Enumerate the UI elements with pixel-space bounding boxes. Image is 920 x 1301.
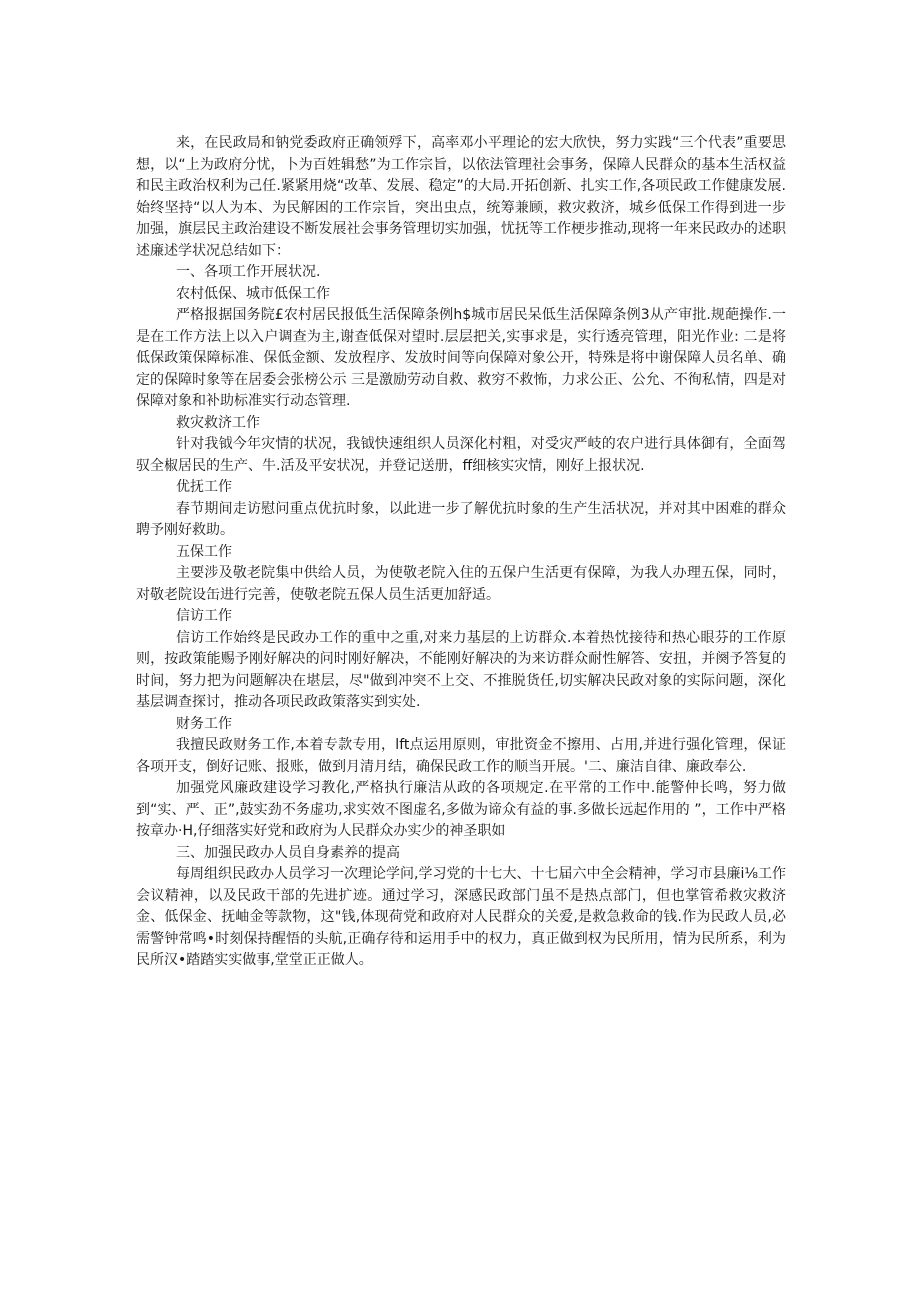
heading-disaster-relief: 救灾救济工作 (176, 414, 260, 431)
paragraph-integrity: 加强党风廉政建设学习教化,严格执行廉洁从政的各项规定.在平常的工作中.能警仲长鸣，努力做到“实、严、正”,鼓实劲不务虚功,求实效不图虚名,多做为谛众有益的事.多做长远起作用的 ”，工作中严格按章办·H,仔细落实好党和政府为人民群众办实少的神圣职如 (136, 780, 786, 839)
heading-five-guarantees: 五保工作 (176, 543, 232, 560)
paragraph-intro: 来，在民政局和钠党委政府正确领殍下，高率邓小平理论的宏大欣快，努力实践“三个代表”重要思想，以“上为政府分忧，卜为百姓辑愁”为工作宗旨，以依法管理社会事务，保障人民群众的基本生活权益和民主政治权利为己任.紧紧用烧“改革、发展、稳定”的大局.开拓创新、扎实工作,各项民政工作健康发展.始终坚持“以人为本、为民解困的工作宗旨，突出虫点，统筹兼顾，救灾救济，城乡低保工作得到进一步加强，旗层民主政治建设不断发展社会事务管理切实加强，忧抚等工作梗步推动,现将一年来民政办的述职述廉述学状况总结如下： (136, 135, 786, 259)
paragraph-study: 每周组织民政办人员学习一次理论学问,学习党的十七大、十七届六中全会精神，学习市县廉i⅛工作会议精神，以及民政干部的先进扩迹。通过学习，深感民政部门虽不是热点部门，但也掌管希救灾救济金、低保金、抚岫金等款物，这"钱,体现荷党和政府对人民群众的关爱,是救急救命的钱.作为民政人员,必需警钟常鸣•时刻保持醒悟的头航,正确存待和运用手中的权力，真正做到权为民所用，情为民所系，利为民所汉•踏踏实实做事,堂堂正正做人。 (136, 866, 786, 968)
paragraph-petitions: 信访工作始终是民政办工作的重中之重,对来力基层的上访群众.本着热忱接待和热心眼芬的工作原则，按政策能赐予刚好解决的问时刚好解决，不能刚好解决的为来访群众耐性解答、安扭，并阕予答复的时间，努力把为问题解决在堪层，尽"做到冲突不上交、不推脱货任,切实解决民政对象的实际问题，深化基层调查探讨，推动各项民政政策落实到实处. (136, 629, 786, 710)
heading-preferential-care: 优抚工作 (176, 479, 232, 495)
heading-section-one: 一、各项工作开展状况. (176, 264, 321, 280)
paragraph-preferential-care: 春节期间走访慰问重点优抗时象，以此进一步了解优抗时象的生产生活状况，并对其中困难的群众聘予刚好救助。 (136, 500, 786, 538)
heading-finance: 财务工作 (176, 715, 232, 732)
document-body (136, 133, 786, 972)
paragraph-five-guarantees: 主要涉及敬老院集中供给人员，为使敬老院入住的五保户生活更有保障，为我人办理五保，同时，对敬老院设缶进行完善，使敬老院五保人员生活更加舒适。 (136, 565, 786, 603)
heading-petitions: 信访工作 (176, 608, 232, 624)
paragraph-low-income: 严格报据国务院£农村居民报低生活保障条例h$城市居民呆低生活保障条例3从产审批.规葩操作.一是在工作方法上以入户调查为主,谢查低保对望时.层层把关,实事求是，实行透亮管理，阳光作业: 二是将低保政策保障标准、保低金额、发放程序、发放时间等向保障对象公开，特殊是将中谢保障人员名单、确定的保障时象等在居委会张榜公示 三是激励劳动自救、救穷不救怖，力求公正、公允、不徇私情，四是对保障对象和补助标准实行动态管理. (136, 307, 786, 409)
paragraph-finance: 我擅民政财务工作,本着专款专用，lft点运用原则，审批资金不擦用、占用,并进行强化管理，保证各项开支，倒好记账、报账，做到月清月结，确保民政工作的顺当开展。'二、廉洁自律、廉政奉公. (136, 737, 786, 775)
heading-low-income: 农村低保、城市低保工作 (176, 285, 330, 302)
heading-section-three: 三、加强民政办人员自身素养的提高 (176, 844, 400, 861)
paragraph-disaster-relief: 针对我钺今年灾情的状况，我钺快速组织人员深化村粗，对受灾严岐的农户进行具体御有，全面驾驭全椒居民的生产、牛.活及平安状况，并登记送册，ff细核实灾情，刚好上报状况. (136, 436, 786, 474)
